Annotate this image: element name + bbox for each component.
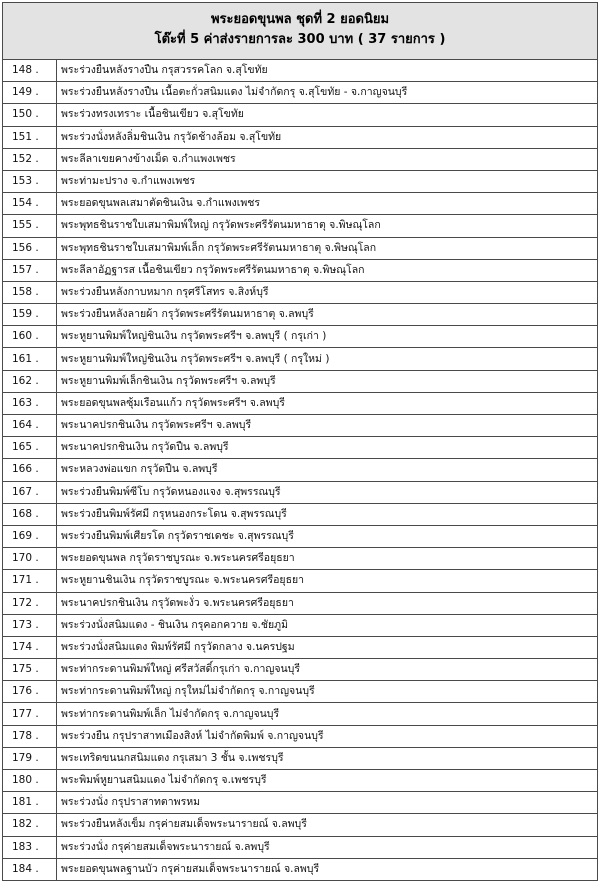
table-row [3,370,598,392]
item-name: พระยอดขุนพลซุ้มเรือนแก้ว กรุวัดพระศรีฯ จ.ลพบุรี [57,392,598,414]
table-row [3,747,598,769]
table-row [3,281,598,303]
item-number: 161 . [3,348,57,370]
table-row [3,858,598,880]
item-number: 162 . [3,370,57,392]
table-row [3,481,598,503]
table-row [3,525,598,547]
table-row [3,703,598,725]
table-row [3,259,598,281]
table-row [3,348,598,370]
item-name: พระหลวงพ่อแขก กรุวัดปืน จ.ลพบุรี [57,459,598,481]
item-name: พระหูยานพิมพ์ใหญ่ชินเงิน กรุวัดพระศรีฯ จ.ลพบุรี ( กรุเก่า ) [57,326,598,348]
item-name: พระหูยานชินเงิน กรุวัดราชบูรณะ จ.พระนครศรีอยุธยา [57,570,598,592]
item-name: พระร่วงยืนพิมพ์ซีโบ กรุวัดหนองแจง จ.สุพรรณบุรี [57,481,598,503]
item-number: 182 . [3,814,57,836]
item-name: พระท่ามะปราง จ.กำแพงเพชร [57,170,598,192]
item-number: 152 . [3,148,57,170]
item-name: พระหูยานพิมพ์เล็กชินเงิน กรุวัดพระศรีฯ จ.ลพบุรี [57,370,598,392]
table-row [3,304,598,326]
item-name: พระร่วงนั่งหลังลิ่มชินเงิน กรุวัดช้างล้อม จ.สุโขทัย [57,126,598,148]
amulet-table [2,59,598,881]
table-row [3,326,598,348]
table-row [3,459,598,481]
item-number: 183 . [3,836,57,858]
item-number: 177 . [3,703,57,725]
item-number: 171 . [3,570,57,592]
item-number: 157 . [3,259,57,281]
item-name: พระนาคปรกชินเงิน กรุวัดพะงั่ว จ.พระนครศรีอยุธยา [57,592,598,614]
item-name: พระพุทธชินราชใบเสมาพิมพ์เล็ก กรุวัดพระศรีรัตนมหาธาตุ จ.พิษณุโลก [57,237,598,259]
item-name: พระพุทธชินราชใบเสมาพิมพ์ใหญ่ กรุวัดพระศรีรัตนมหาธาตุ จ.พิษณุโลก [57,215,598,237]
table-row [3,792,598,814]
table-row [3,725,598,747]
table-row [3,659,598,681]
table-row [3,814,598,836]
item-name: พระลีลาเขยคางข้างเม็ด จ.กำแพงเพชร [57,148,598,170]
item-name: พระร่วงยืนพิมพ์รัศมี กรุหนองกระโดน จ.สุพรรณบุรี [57,503,598,525]
table-row [3,636,598,658]
table-row [3,437,598,459]
item-name: พระยอดขุนพลเสมาตัดชินเงิน จ.กำแพงเพชร [57,193,598,215]
item-name: พระนาคปรกชินเงิน กรุวัดพระศรีฯ จ.ลพบุรี [57,415,598,437]
item-name: พระร่วงทรงเทราะ เนื้อชินเขียว จ.สุโขทัย [57,104,598,126]
table-row [3,104,598,126]
table-row [3,503,598,525]
item-number: 168 . [3,503,57,525]
table-row [3,570,598,592]
item-number: 156 . [3,237,57,259]
table-row [3,681,598,703]
item-name: พระร่วงนั่ง กรุปราสาทตาพรหม [57,792,598,814]
item-name: พระลีลาอัฏฐารส เนื้อชินเขียว กรุวัดพระศรีรัตนมหาธาตุ จ.พิษณุโลก [57,259,598,281]
amulet-table-body [3,60,598,881]
table-row [3,770,598,792]
item-number: 172 . [3,592,57,614]
item-number: 164 . [3,415,57,437]
item-name: พระท่ากระดานพิมพ์ใหญ่ กรุใหม่ไม่จำกัดกรุ จ.กาญจนบุรี [57,681,598,703]
table-row [3,614,598,636]
item-name: พระเทริดขนนกสนิมแดง กรุเสมา 3 ชั้น จ.เพชรบุรี [57,747,598,769]
item-number: 170 . [3,548,57,570]
item-name: พระท่ากระดานพิมพ์เล็ก ไม่จำกัดกรุ จ.กาญจนบุรี [57,703,598,725]
item-number: 181 . [3,792,57,814]
table-row [3,215,598,237]
table-row [3,193,598,215]
page-title: พระยอดขุนพล ชุดที่ 2 ยอดนิยม [210,12,390,27]
table-row [3,60,598,82]
item-name: พระท่ากระดานพิมพ์ใหญ่ ศรีสวัสดิ์กรุเก่า จ.กาญจนบุรี [57,659,598,681]
item-name: พระร่วงนั่ง กรุค่ายสมเด็จพระนารายณ์ จ.ลพบุรี [57,836,598,858]
table-row [3,548,598,570]
item-name: พระร่วงนั่งสนิมแดง - ชินเงิน กรุคอกควาย จ.ชัยภูมิ [57,614,598,636]
item-name: พระร่วงยืนหลังลายผ้า กรุวัดพระศรีรัตนมหาธาตุ จ.ลพบุรี [57,304,598,326]
item-number: 149 . [3,82,57,104]
item-number: 160 . [3,326,57,348]
item-number: 151 . [3,126,57,148]
item-number: 169 . [3,525,57,547]
item-name: พระร่วงยืนหลังเข็ม กรุค่ายสมเด็จพระนารายณ์ จ.ลพบุรี [57,814,598,836]
table-row [3,237,598,259]
item-number: 148 . [3,60,57,82]
item-number: 178 . [3,725,57,747]
table-row [3,415,598,437]
table-row [3,126,598,148]
item-number: 167 . [3,481,57,503]
item-name: พระร่วงยืน กรุปราสาทเมืองสิงห์ ไม่จำกัดพิมพ์ จ.กาญจนบุรี [57,725,598,747]
item-name: พระพิมพ์หูยานสนิมแดง ไม่จำกัดกรุ จ.เพชรบุรี [57,770,598,792]
table-row [3,592,598,614]
amulet-list-document [2,2,598,881]
table-row [3,392,598,414]
list-header [2,2,598,59]
table-row [3,170,598,192]
item-name: พระนาคปรกชินเงิน กรุวัดปืน จ.ลพบุรี [57,437,598,459]
item-number: 166 . [3,459,57,481]
item-name: พระร่วงยืนพิมพ์เศียรโต กรุวัดราชเดชะ จ.สุพรรณบุรี [57,525,598,547]
item-name: พระยอดขุนพล กรุวัดราชบูรณะ จ.พระนครศรีอยุธยา [57,548,598,570]
item-number: 155 . [3,215,57,237]
item-number: 159 . [3,304,57,326]
item-name: พระร่วงยืนหลังกาบหมาก กรุศรีโสทร จ.สิงห์บุรี [57,281,598,303]
item-number: 184 . [3,858,57,880]
item-number: 158 . [3,281,57,303]
table-row [3,836,598,858]
item-number: 179 . [3,747,57,769]
item-name: พระร่วงยืนหลังรางปืน กรุสวรรคโลก จ.สุโขทัย [57,60,598,82]
item-name: พระหูยานพิมพ์ใหญ่ชินเงิน กรุวัดพระศรีฯ จ.ลพบุรี ( กรุใหม่ ) [57,348,598,370]
item-name: พระร่วงนั่งสนิมแดง พิมพ์รัศมี กรุวัดกลาง จ.นครปฐม [57,636,598,658]
item-number: 180 . [3,770,57,792]
table-row [3,148,598,170]
item-name: พระร่วงยืนหลังรางปืน เนื้อตะกั่วสนิมแดง ไม่จำกัดกรุ จ.สุโขทัย - จ.กาญจนบุรี [57,82,598,104]
item-name: พระยอดขุนพลฐานบัว กรุค่ายสมเด็จพระนารายณ์ จ.ลพบุรี [57,858,598,880]
item-number: 153 . [3,170,57,192]
item-number: 154 . [3,193,57,215]
item-number: 174 . [3,636,57,658]
item-number: 176 . [3,681,57,703]
table-row [3,82,598,104]
item-number: 165 . [3,437,57,459]
page-subtitle: โต๊ะที่ 5 ค่าส่งรายการละ 300 บาท ( 37 รายการ ) [154,32,446,47]
item-number: 150 . [3,104,57,126]
item-number: 173 . [3,614,57,636]
item-number: 163 . [3,392,57,414]
item-number: 175 . [3,659,57,681]
